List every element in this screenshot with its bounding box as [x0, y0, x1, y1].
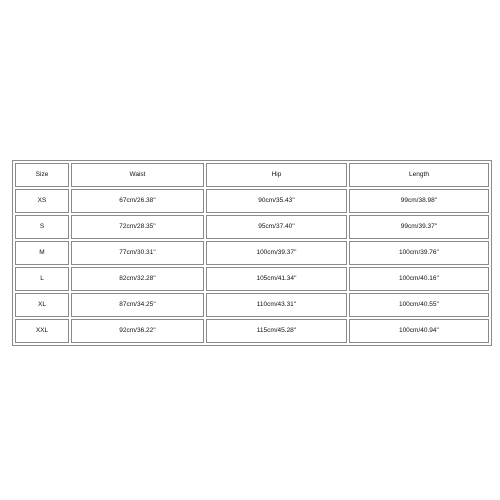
- cell-size: XXL: [15, 319, 69, 343]
- table-row: [15, 241, 489, 265]
- size-chart-table: [12, 160, 492, 346]
- cell-hip: 95cm/37.40'': [206, 215, 347, 239]
- cell-hip: 115cm/45.28'': [206, 319, 347, 343]
- header-size: Size: [15, 163, 69, 187]
- cell-waist: 67cm/26.38'': [71, 189, 204, 213]
- cell-hip: 105cm/41.34'': [206, 267, 347, 291]
- cell-length: 100cm/40.94'': [349, 319, 489, 343]
- cell-waist: 92cm/36.22'': [71, 319, 204, 343]
- header-waist: Waist: [71, 163, 204, 187]
- cell-length: 99cm/39.37'': [349, 215, 489, 239]
- cell-size: XL: [15, 293, 69, 317]
- cell-length: 100cm/40.16'': [349, 267, 489, 291]
- cell-length: 100cm/39.76'': [349, 241, 489, 265]
- cell-length: 99cm/38.98'': [349, 189, 489, 213]
- cell-size: XS: [15, 189, 69, 213]
- table-row: [15, 293, 489, 317]
- cell-size: L: [15, 267, 69, 291]
- header-hip: Hip: [206, 163, 347, 187]
- cell-hip: 100cm/39.37'': [206, 241, 347, 265]
- table-header-row: [15, 163, 489, 187]
- cell-waist: 82cm/32.28'': [71, 267, 204, 291]
- header-length: Length: [349, 163, 489, 187]
- cell-hip: 90cm/35.43'': [206, 189, 347, 213]
- cell-size: S: [15, 215, 69, 239]
- table-row: [15, 267, 489, 291]
- cell-waist: 77cm/30.31'': [71, 241, 204, 265]
- cell-hip: 110cm/43.31'': [206, 293, 347, 317]
- cell-waist: 87cm/34.25'': [71, 293, 204, 317]
- table-row: [15, 215, 489, 239]
- cell-length: 100cm/40.55'': [349, 293, 489, 317]
- cell-waist: 72cm/28.35'': [71, 215, 204, 239]
- cell-size: M: [15, 241, 69, 265]
- table-row: [15, 189, 489, 213]
- table-row: [15, 319, 489, 343]
